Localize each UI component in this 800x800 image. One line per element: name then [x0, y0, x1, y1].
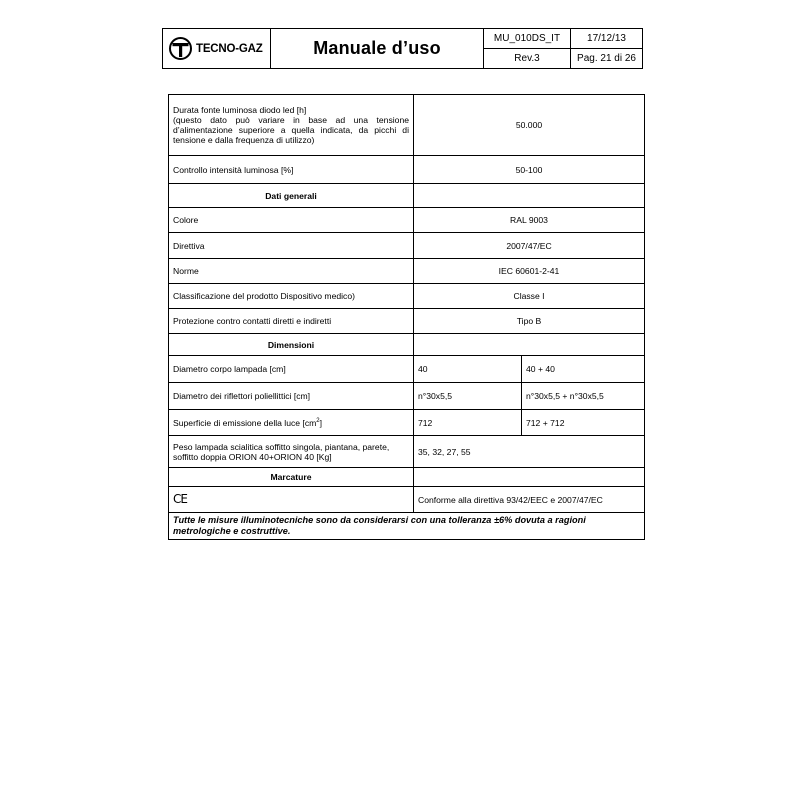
page-number: Pag. 21 di 26 [571, 49, 643, 69]
row-label: Protezione contro contatti diretti e indiretti [169, 309, 414, 334]
row-label: Classificazione del prodotto Dispositivo medico) [169, 284, 414, 309]
row-label: Diametro dei riflettori poliellittici [cm] [169, 383, 414, 410]
durata-label: Durata fonte luminosa diodo led [h] [173, 105, 307, 115]
superscript: 2 [316, 417, 320, 424]
row-value: Tipo B [414, 309, 645, 334]
brand-name: TECNO-GAZ [196, 42, 263, 55]
logo-cell [163, 29, 271, 69]
row-value: Classe I [414, 284, 645, 309]
section-heading: Marcature [169, 468, 414, 487]
table-row [169, 436, 645, 468]
company-logo [163, 37, 270, 60]
row-value-double: 712 + 712 [522, 410, 645, 436]
note-row [169, 513, 645, 540]
table-row [169, 383, 645, 410]
table-row [169, 156, 645, 184]
ce-cell [169, 487, 414, 513]
table-row [169, 208, 645, 233]
row-value-single: n°30x5,5 [414, 383, 522, 410]
row-label: Peso lampada scialitica soffitto singola, piantana, parete, soffitto doppia ORION 40+ORION 40 [Kg] [169, 436, 414, 468]
section-heading: Dimensioni [169, 334, 414, 356]
superficie-label: Superficie di emissione della luce [cm [173, 417, 317, 428]
row-label: Controllo intensità luminosa [%] [169, 156, 414, 184]
empty-cell [414, 334, 645, 356]
ce-mark-icon: CE [173, 492, 187, 506]
table-row [169, 259, 645, 284]
row-value: RAL 9003 [414, 208, 645, 233]
row-value: 35, 32, 27, 55 [414, 436, 645, 468]
empty-cell [414, 184, 645, 208]
specifications-table [168, 94, 645, 540]
table-row [169, 356, 645, 383]
document-header [162, 28, 643, 69]
empty-cell [414, 468, 645, 487]
superficie-label-end: ] [319, 417, 323, 428]
row-label: Direttiva [169, 233, 414, 259]
section-heading-row [169, 334, 645, 356]
row-value-double: 40 + 40 [522, 356, 645, 383]
row-label: Norme [169, 259, 414, 284]
row-value-single: 712 [414, 410, 522, 436]
row-value: 50-100 [414, 156, 645, 184]
row-label [169, 410, 414, 436]
row-value-single: 40 [414, 356, 522, 383]
section-heading-row [169, 184, 645, 208]
table-row [169, 95, 645, 156]
row-value: 2007/47/EC [414, 233, 645, 259]
row-label: Diametro corpo lampada [cm] [169, 356, 414, 383]
row-value: 50.000 [414, 95, 645, 156]
document-title: Manuale d’uso [271, 29, 484, 69]
tolerance-note: Tutte le misure illuminotecniche sono da considerarsi con una tolleranza ±6% dovuta a ragioni metrologiche e costruttive. [169, 513, 645, 540]
row-value: Conforme alla direttiva 93/42/EEC e 2007/47/EC [414, 487, 645, 513]
tecno-gaz-logo-icon [169, 37, 192, 60]
table-row [169, 309, 645, 334]
section-heading: Dati generali [169, 184, 414, 208]
table-row [169, 487, 645, 513]
table-row [169, 410, 645, 436]
section-heading-row [169, 468, 645, 487]
row-label: Colore [169, 208, 414, 233]
row-value: IEC 60601-2-41 [414, 259, 645, 284]
row-value-double: n°30x5,5 + n°30x5,5 [522, 383, 645, 410]
document-code: MU_010DS_IT [484, 29, 571, 49]
durata-note: (questo dato può variare in base ad una tensione d’alimentazione superiore a quella indicata, da picchi di tensione e dalla frequenza di utilizzo) [173, 115, 409, 145]
table-row [169, 284, 645, 309]
table-row [169, 233, 645, 259]
document-revision: Rev.3 [484, 49, 571, 69]
document-date: 17/12/13 [571, 29, 643, 49]
row-label [169, 95, 414, 156]
